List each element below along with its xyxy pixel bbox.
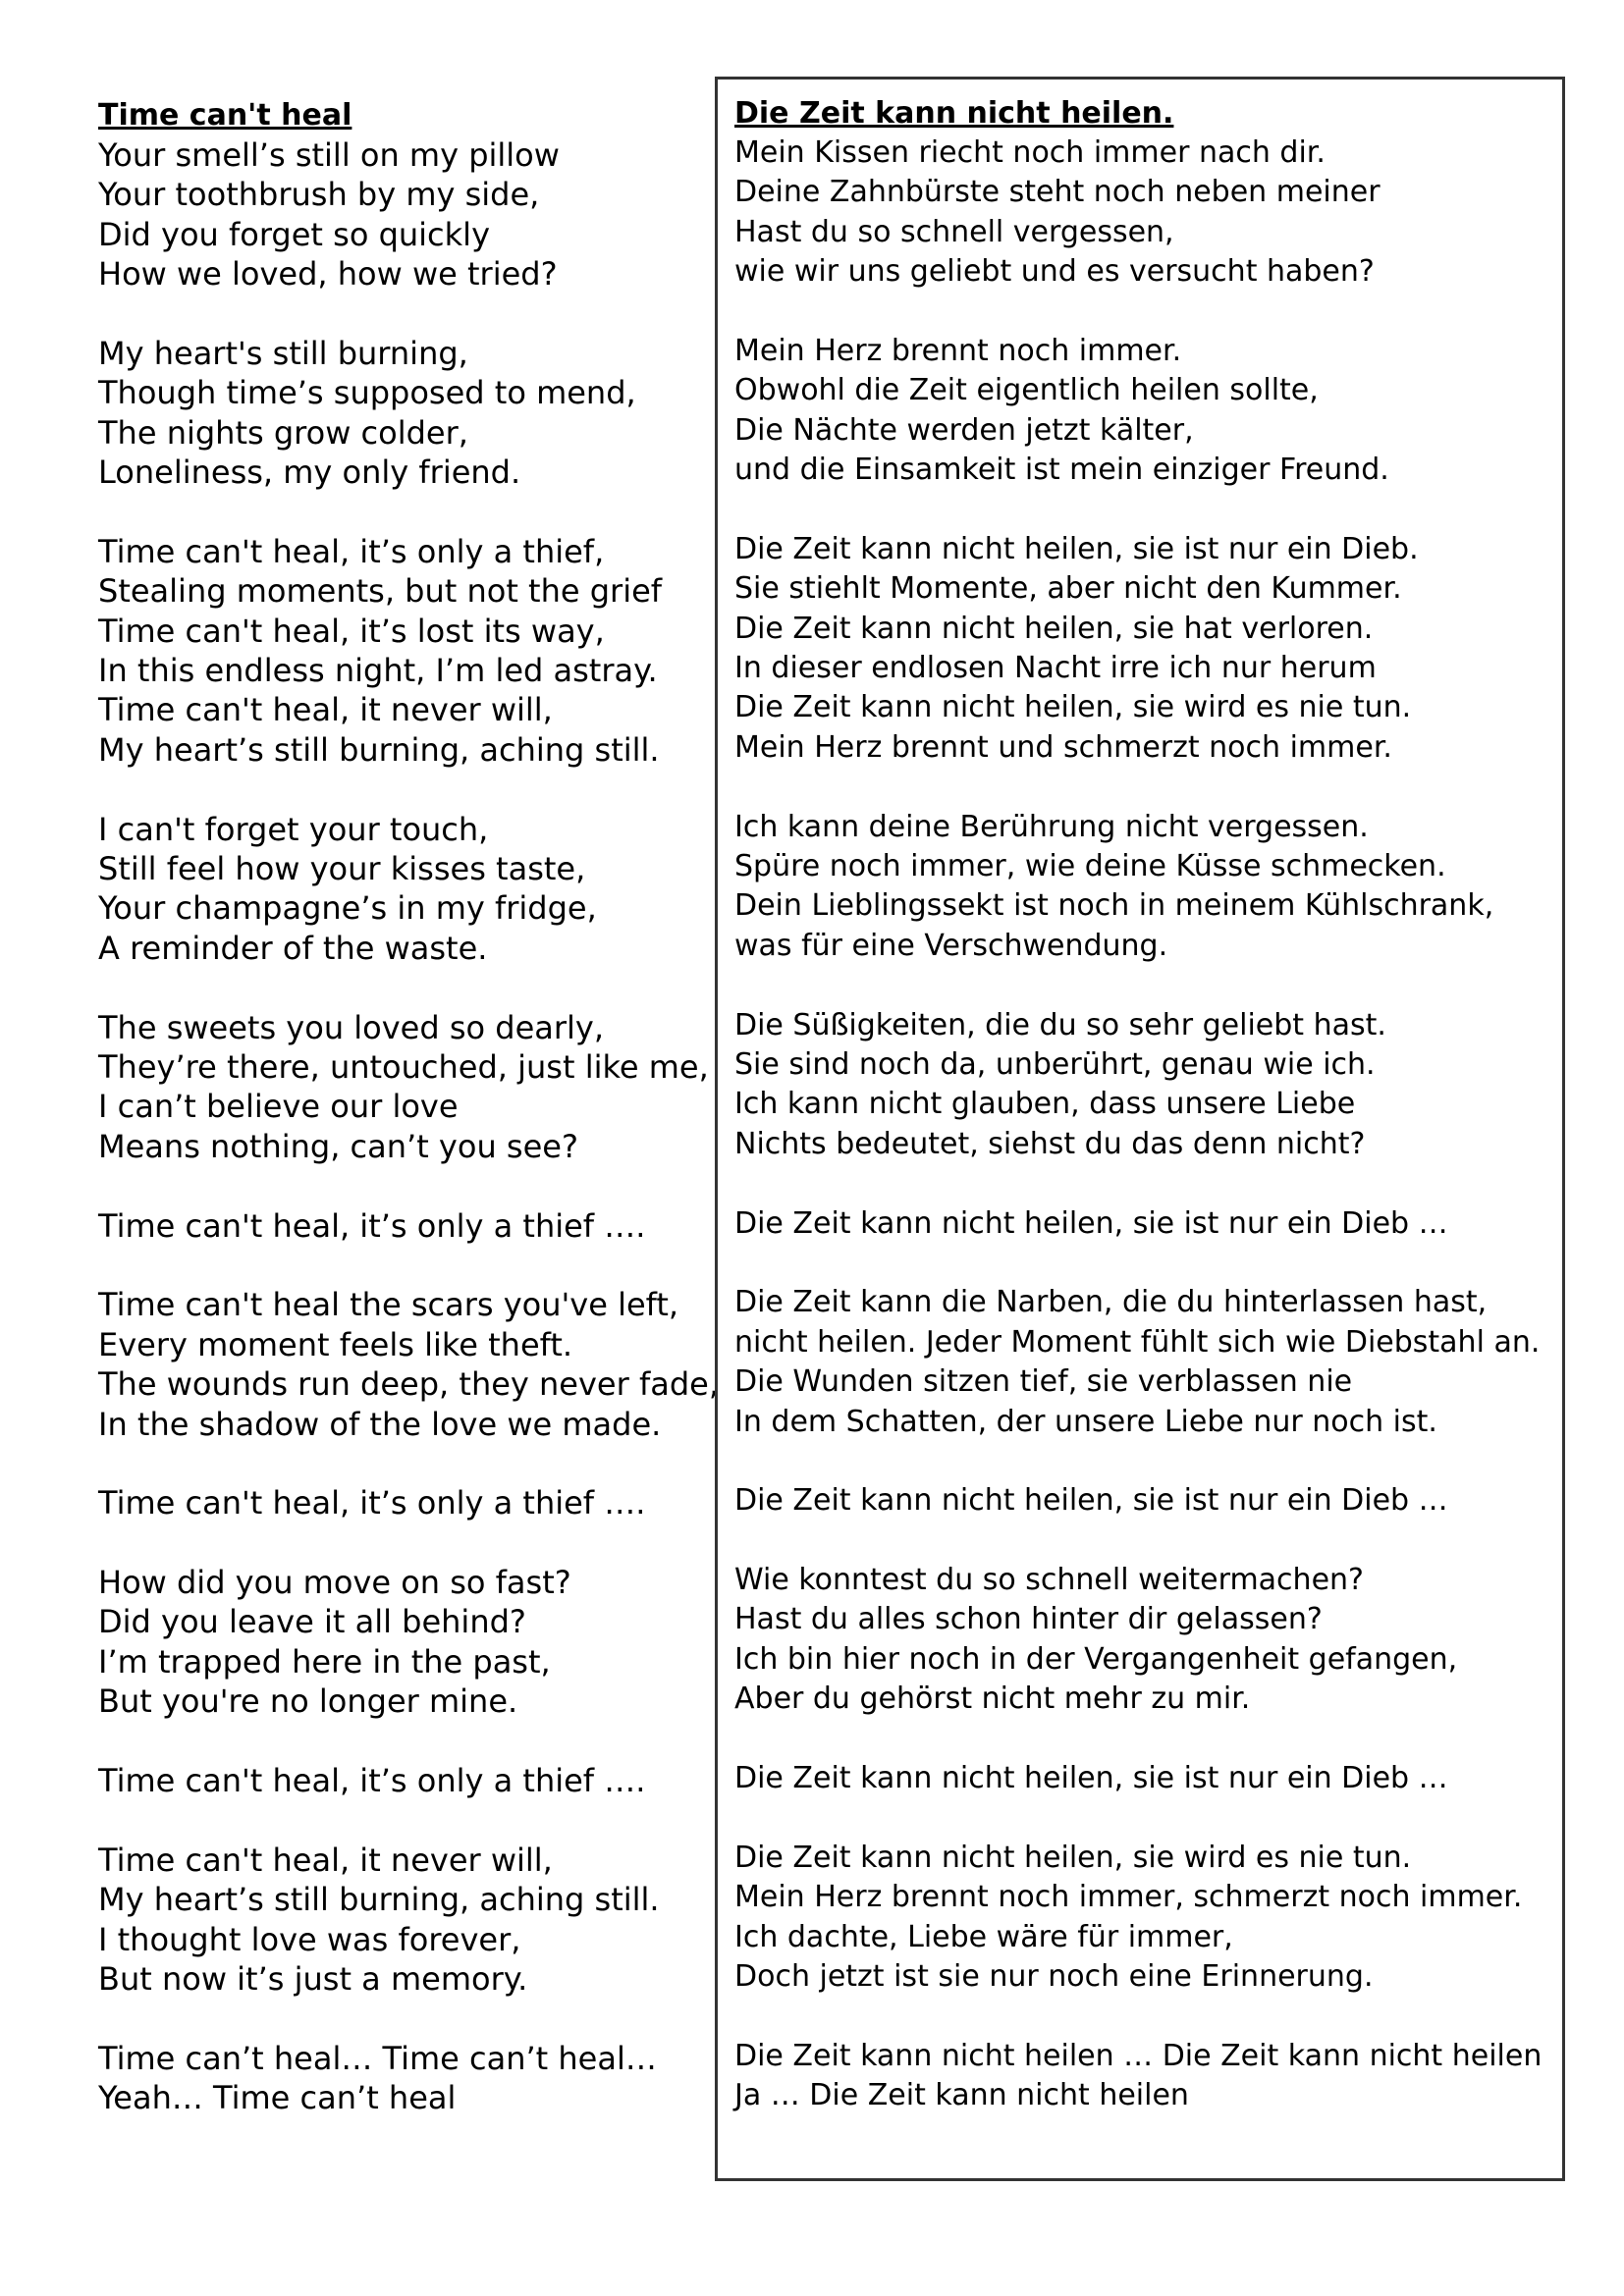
- german-lyric-line: Die Zeit kann nicht heilen, sie ist nur ein Dieb …: [734, 1483, 1448, 1519]
- english-lyric-line: Yeah… Time can’t heal: [98, 2079, 457, 2117]
- english-lyrics-column: [98, 96, 719, 2158]
- german-lyric-line: Die Zeit kann nicht heilen, sie ist nur ein Dieb …: [734, 1205, 1448, 1241]
- german-lyric-line: nicht heilen. Jeder Moment fühlt sich wie Diebstahl an.: [734, 1324, 1541, 1360]
- english-lyric-line: Did you forget so quickly: [98, 215, 490, 253]
- german-stanza: [734, 1481, 1546, 1521]
- english-lyric-line: Though time’s supposed to mend,: [98, 374, 636, 412]
- english-lyric-line: My heart's still burning,: [98, 334, 468, 372]
- german-lyric-line: Die Nächte werden jetzt kälter,: [734, 412, 1194, 448]
- german-lyric-line: Sie stiehlt Momente, aber nicht den Kummer.: [734, 571, 1402, 607]
- english-lyric-line: I thought love was forever,: [98, 1920, 521, 1958]
- english-stanza: [98, 2039, 687, 2118]
- german-lyric-line: Mein Herz brennt und schmerzt noch immer.: [734, 729, 1392, 765]
- german-lyric-line: Nichts bedeutet, siehst du das denn nicht?: [734, 1126, 1366, 1161]
- german-lyric-line: Die Zeit kann nicht heilen … Die Zeit kann nicht heilen: [734, 2038, 1543, 2073]
- english-lyric-line: Time can't heal, it’s only a thief ….: [98, 1762, 646, 1800]
- german-lyric-line: Die Zeit kann nicht heilen, sie hat verloren.: [734, 611, 1374, 646]
- english-stanza: [98, 810, 687, 969]
- german-lyric-line: Die Zeit kann nicht heilen, sie wird es nie tun.: [734, 1840, 1412, 1875]
- german-lyric-line: Spüre noch immer, wie deine Küsse schmecken.: [734, 849, 1446, 884]
- german-stanza: [734, 808, 1546, 967]
- german-lyric-line: In dieser endlosen Nacht irre ich nur herum: [734, 651, 1377, 686]
- german-lyric-line: Mein Kissen riecht noch immer nach dir.: [734, 135, 1326, 170]
- english-lyric-line: Time can't heal, it’s lost its way,: [98, 612, 605, 650]
- german-lyric-line: Wie konntest du so schnell weitermachen?: [734, 1563, 1364, 1598]
- german-stanza: [734, 1759, 1546, 1798]
- german-stanza: [734, 332, 1546, 491]
- german-lyric-line: wie wir uns geliebt und es versucht haben?: [734, 254, 1375, 290]
- english-stanza: [98, 1206, 687, 1246]
- german-stanza: [734, 1204, 1546, 1244]
- english-lyric-line: Means nothing, can’t you see?: [98, 1127, 578, 1165]
- german-stanza: [734, 1839, 1546, 1998]
- german-lyric-line: In dem Schatten, der unsere Liebe nur noch ist.: [734, 1404, 1437, 1439]
- german-lyric-line: Dein Lieblingssekt ist noch in meinem Kühlschrank,: [734, 888, 1494, 924]
- german-lyric-line: Deine Zahnbürste steht noch neben meiner: [734, 175, 1380, 210]
- german-lyric-line: Die Zeit kann nicht heilen, sie ist nur ein Dieb.: [734, 531, 1419, 566]
- german-lyric-line: Ja … Die Zeit kann nicht heilen: [734, 2078, 1189, 2113]
- english-lyric-line: Your smell’s still on my pillow: [98, 136, 560, 174]
- german-lyric-line: Hast du alles schon hinter dir gelassen?: [734, 1602, 1323, 1637]
- german-title: Die Zeit kann nicht heilen.: [734, 96, 1174, 131]
- german-stanza: [734, 1561, 1546, 1720]
- english-stanza: [98, 334, 687, 493]
- english-stanza: [98, 1008, 709, 1167]
- german-stanza: [734, 2037, 1546, 2116]
- german-lyric-line: Mein Herz brennt noch immer.: [734, 333, 1182, 368]
- english-stanza: [98, 1761, 687, 1800]
- german-lyric-line: Die Wunden sitzen tief, sie verblassen nie: [734, 1364, 1353, 1400]
- english-lyric-line: The sweets you loved so dearly,: [98, 1008, 605, 1046]
- english-lyric-line: How we loved, how we tried?: [98, 255, 558, 294]
- german-lyric-line: Aber du gehörst nicht mehr zu mir.: [734, 1682, 1251, 1717]
- english-stanza: [98, 532, 687, 770]
- english-lyrics-body: [98, 135, 719, 2118]
- german-lyric-line: Ich kann deine Berührung nicht vergessen.: [734, 809, 1369, 844]
- english-lyric-line: Every moment feels like theft.: [98, 1325, 573, 1363]
- english-lyric-line: My heart’s still burning, aching still.: [98, 1881, 660, 1919]
- english-stanza: [98, 1841, 687, 2000]
- german-lyric-line: Die Zeit kann die Narben, die du hinterlassen hast,: [734, 1285, 1488, 1320]
- english-lyric-line: How did you move on so fast?: [98, 1564, 571, 1602]
- german-lyric-line: Ich dachte, Liebe wäre für immer,: [734, 1919, 1233, 1954]
- german-stanza: [734, 530, 1546, 768]
- english-lyric-line: Time can't heal the scars you've left,: [98, 1286, 679, 1324]
- english-lyric-line: A reminder of the waste.: [98, 929, 488, 967]
- english-lyric-line: Time can't heal, it never will,: [98, 1841, 553, 1879]
- english-lyric-line: Time can't heal, it never will,: [98, 691, 553, 729]
- english-lyric-line: In the shadow of the love we made.: [98, 1405, 662, 1443]
- german-translation-box: [715, 77, 1565, 2181]
- english-lyric-line: Your champagne’s in my fridge,: [98, 889, 597, 928]
- german-lyric-line: Sie sind noch da, unberührt, genau wie ich.: [734, 1046, 1376, 1082]
- english-lyric-line: Time can't heal, it’s only a thief ….: [98, 1484, 646, 1522]
- english-lyric-line: My heart’s still burning, aching still.: [98, 730, 660, 769]
- german-lyric-line: was für eine Verschwendung.: [734, 928, 1168, 963]
- german-lyric-line: Ich bin hier noch in der Vergangenheit gefangen,: [734, 1641, 1458, 1677]
- german-lyric-line: Die Zeit kann nicht heilen, sie wird es nie tun.: [734, 690, 1412, 725]
- english-lyric-line: Stealing moments, but not the grief: [98, 572, 663, 611]
- english-stanza: [98, 1563, 687, 1722]
- english-lyric-line: They’re there, untouched, just like me,: [98, 1047, 709, 1086]
- english-stanza: [98, 135, 687, 294]
- german-lyric-line: Mein Herz brennt noch immer, schmerzt noch immer.: [734, 1880, 1523, 1915]
- english-lyric-line: The nights grow colder,: [98, 413, 468, 452]
- english-lyric-line: But you're no longer mine.: [98, 1682, 518, 1721]
- english-lyric-line: Your toothbrush by my side,: [98, 176, 540, 214]
- english-lyric-line: Loneliness, my only friend.: [98, 454, 521, 492]
- english-lyric-line: Time can't heal, it’s only a thief,: [98, 532, 605, 570]
- german-stanza: [734, 1283, 1546, 1442]
- english-lyric-line: But now it’s just a memory.: [98, 1959, 528, 1998]
- german-lyric-line: und die Einsamkeit ist mein einziger Freund.: [734, 453, 1389, 488]
- english-lyric-line: I can't forget your touch,: [98, 810, 489, 848]
- english-lyric-line: Time can't heal, it’s only a thief ….: [98, 1206, 646, 1245]
- english-lyric-line: I can’t believe our love: [98, 1088, 459, 1126]
- german-lyric-line: Doch jetzt ist sie nur noch eine Erinnerung.: [734, 1958, 1374, 1994]
- german-lyric-line: Hast du so schnell vergessen,: [734, 214, 1174, 249]
- german-lyric-line: Die Süßigkeiten, die du so sehr geliebt hast.: [734, 1007, 1386, 1042]
- english-stanza: [98, 1483, 687, 1522]
- german-lyric-line: Ich kann nicht glauben, dass unsere Liebe: [734, 1087, 1356, 1122]
- english-lyric-line: The wounds run deep, they never fade,: [98, 1365, 719, 1404]
- german-lyric-line: Obwohl die Zeit eigentlich heilen sollte,: [734, 373, 1319, 408]
- english-lyric-line: Time can’t heal… Time can’t heal…: [98, 2039, 657, 2077]
- german-lyrics-body: [734, 133, 1546, 2116]
- english-lyric-line: Still feel how your kisses taste,: [98, 850, 586, 888]
- english-lyric-line: In this endless night, I’m led astray.: [98, 652, 658, 690]
- german-lyric-line: Die Zeit kann nicht heilen, sie ist nur ein Dieb …: [734, 1761, 1448, 1796]
- german-stanza: [734, 133, 1546, 293]
- english-lyric-line: Did you leave it all behind?: [98, 1603, 526, 1641]
- german-stanza: [734, 1006, 1546, 1165]
- english-stanza: [98, 1285, 719, 1444]
- english-lyric-line: I’m trapped here in the past,: [98, 1642, 551, 1681]
- english-title: Time can't heal: [98, 98, 352, 133]
